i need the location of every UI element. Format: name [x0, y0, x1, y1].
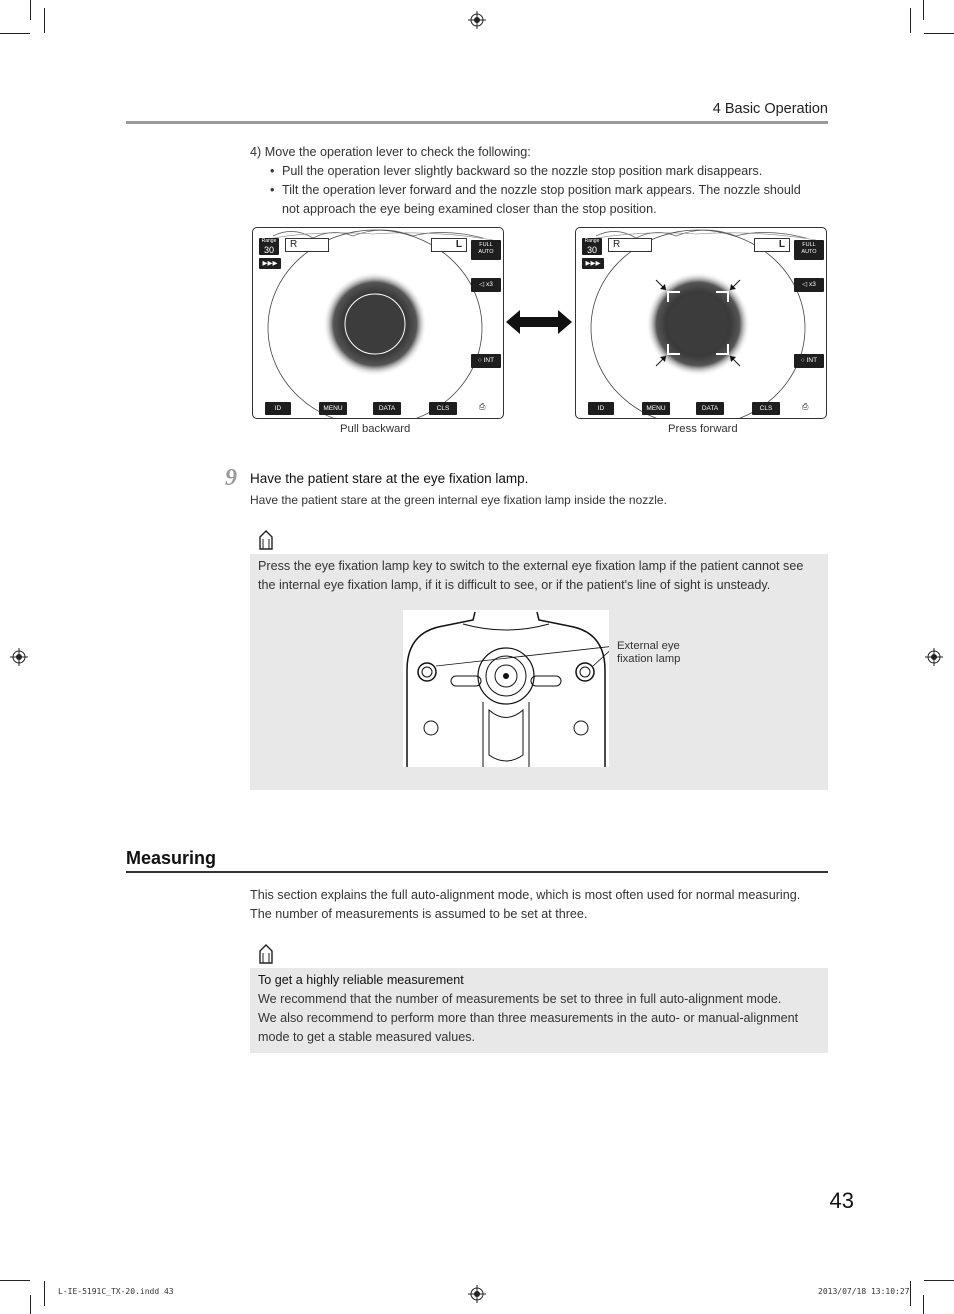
left-eye-field	[754, 238, 790, 252]
range-indicator	[582, 238, 602, 255]
bullet-text: Pull the operation lever slightly backward so the nozzle stop position mark disappears.	[282, 164, 763, 178]
int-fixation-button[interactable]: ○ INT	[794, 354, 824, 368]
note-box	[250, 968, 828, 1053]
section-title: Measuring	[126, 848, 217, 868]
crop-mark	[923, 1295, 924, 1314]
note-line: mode to get a stable measured values.	[258, 1030, 476, 1044]
crop-mark	[924, 1280, 954, 1281]
registration-mark-icon	[10, 648, 28, 666]
step-body: Have the patient stare at the green internal eye fixation lamp inside the nozzle.	[250, 493, 667, 507]
section-header: 4 Basic Operation	[712, 101, 828, 117]
bullet-text-continued: not approach the eye being examined closer than the stop position.	[282, 202, 657, 216]
range-label: Range	[261, 238, 277, 244]
monitor-screen-pull-backward	[252, 227, 504, 419]
section-body-line: This section explains the full auto-alignment mode, which is most often used for normal measuring.	[250, 888, 801, 902]
bullet-dot: •	[270, 164, 275, 178]
header-rule	[126, 121, 828, 124]
data-button[interactable]: DATA	[696, 402, 724, 415]
int-fixation-button[interactable]: ○ INT	[471, 354, 501, 368]
left-eye-label: L	[778, 239, 785, 250]
cls-button[interactable]: CLS	[429, 402, 457, 415]
range-value: 30	[586, 245, 597, 255]
crop-mark	[30, 1295, 31, 1314]
note-line: We also recommend to perform more than three measurements in the auto- or manual-alignment	[258, 1011, 799, 1025]
crop-mark	[30, 0, 31, 20]
cls-button[interactable]: CLS	[752, 402, 780, 415]
full-auto-button[interactable]: FULL AUTO	[794, 240, 824, 260]
step-intro: 4) Move the operation lever to check the following:	[250, 145, 531, 159]
note-icon	[257, 943, 275, 965]
crop-mark	[44, 1281, 45, 1306]
monitor-screen-press-forward	[575, 227, 827, 419]
range-value: 30	[263, 245, 274, 255]
range-indicator	[259, 238, 279, 255]
left-eye-label: L	[455, 239, 462, 250]
callout-label: External eye fixation lamp	[617, 640, 681, 665]
crop-mark	[0, 33, 30, 34]
crop-mark	[924, 33, 954, 34]
ppp-indicator: ▶▶▶	[582, 258, 604, 269]
right-eye-field	[285, 238, 329, 252]
measure-count-button[interactable]: ◁ x3	[794, 278, 824, 292]
data-button[interactable]: DATA	[373, 402, 401, 415]
bullet-dot: •	[270, 183, 275, 197]
registration-mark-icon	[468, 11, 486, 29]
menu-button[interactable]: MENU	[642, 402, 670, 415]
note-icon	[257, 529, 275, 551]
step-number: 9	[225, 465, 237, 491]
crop-mark	[0, 1280, 30, 1281]
bullet-text: Tilt the operation lever forward and the nozzle stop position mark appears. The nozzle should	[282, 183, 801, 197]
ppp-indicator: ▶▶▶	[259, 258, 281, 269]
device-front-illustration	[403, 610, 609, 767]
right-eye-label: R	[290, 239, 298, 250]
left-eye-field	[431, 238, 467, 252]
note-heading: To get a highly reliable measurement	[258, 973, 464, 987]
crop-mark	[910, 8, 911, 33]
double-arrow-icon	[506, 309, 572, 335]
crop-mark	[910, 1281, 911, 1306]
section-body-line: The number of measurements is assumed to be set at three.	[250, 907, 588, 921]
menu-button[interactable]: MENU	[319, 402, 347, 415]
id-button[interactable]: ID	[265, 402, 291, 415]
section-rule	[126, 871, 828, 873]
range-label: Range	[584, 238, 600, 244]
footer-timestamp: 2013/07/18 13:10:27	[818, 1287, 910, 1296]
note-line: We recommend that the number of measurements be set to three in full auto-alignment mode.	[258, 992, 782, 1006]
step-title: Have the patient stare at the eye fixation lamp.	[250, 471, 529, 486]
note-line: Press the eye fixation lamp key to switch to the external eye fixation lamp if the patient cannot see	[258, 559, 804, 573]
crop-mark	[923, 0, 924, 20]
right-eye-field	[608, 238, 652, 252]
footer-file: L-IE-5191C_TX-20.indd 43	[58, 1287, 174, 1296]
print-icon: ⎙	[802, 402, 809, 411]
registration-mark-icon	[925, 648, 943, 666]
caption-press-forward: Press forward	[668, 423, 738, 435]
full-auto-button[interactable]: FULL AUTO	[471, 240, 501, 260]
crop-mark	[44, 8, 45, 33]
eye-image	[253, 228, 503, 418]
right-eye-label: R	[613, 239, 621, 250]
note-box	[250, 554, 828, 790]
eye-image	[576, 228, 826, 418]
id-button[interactable]: ID	[588, 402, 614, 415]
registration-mark-icon	[468, 1285, 486, 1303]
page-number: 43	[829, 1188, 854, 1213]
note-line: the internal eye fixation lamp, if it is difficult to see, or if the patient's line of sight is unsteady.	[258, 578, 771, 592]
measure-count-button[interactable]: ◁ x3	[471, 278, 501, 292]
print-icon: ⎙	[479, 402, 486, 411]
caption-pull-backward: Pull backward	[340, 423, 411, 435]
